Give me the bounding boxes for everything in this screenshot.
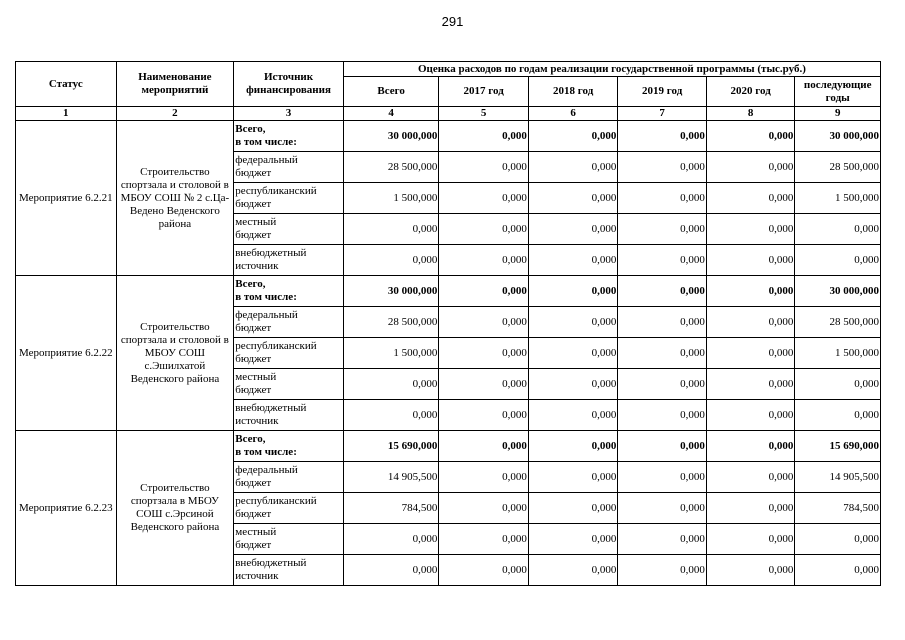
amount-cell: 0,000 xyxy=(706,152,795,183)
amount-cell: 0,000 xyxy=(439,214,529,245)
amount-cell: 0,000 xyxy=(528,276,618,307)
amount-cell: 30 000,000 xyxy=(795,276,881,307)
column-number: 4 xyxy=(343,107,439,121)
amount-cell: 0,000 xyxy=(439,183,529,214)
amount-cell: 0,000 xyxy=(795,400,881,431)
amount-cell: 0,000 xyxy=(528,307,618,338)
activity-status: Мероприятие 6.2.21 xyxy=(16,121,117,276)
header-year-2018: 2018 год xyxy=(528,77,618,107)
funding-source: местный бюджет xyxy=(234,214,344,245)
amount-cell: 0,000 xyxy=(795,524,881,555)
amount-cell: 30 000,000 xyxy=(343,121,439,152)
amount-cell: 0,000 xyxy=(618,214,707,245)
amount-cell: 0,000 xyxy=(439,369,529,400)
header-year-2020: 2020 год xyxy=(706,77,795,107)
activity-name: Строительство спортзала и столовой в МБОУ СОШ № 2 с.Ца-Ведено Веденского района xyxy=(116,121,234,276)
amount-cell: 0,000 xyxy=(618,369,707,400)
amount-cell: 0,000 xyxy=(706,245,795,276)
amount-cell: 15 690,000 xyxy=(795,431,881,462)
amount-cell: 0,000 xyxy=(618,245,707,276)
amount-cell: 0,000 xyxy=(528,462,618,493)
amount-cell: 0,000 xyxy=(618,524,707,555)
amount-cell: 0,000 xyxy=(795,245,881,276)
amount-cell: 0,000 xyxy=(618,276,707,307)
amount-cell: 0,000 xyxy=(706,338,795,369)
amount-cell: 1 500,000 xyxy=(795,338,881,369)
column-number: 8 xyxy=(706,107,795,121)
amount-cell: 0,000 xyxy=(439,400,529,431)
amount-cell: 0,000 xyxy=(528,214,618,245)
amount-cell: 0,000 xyxy=(706,431,795,462)
amount-cell: 0,000 xyxy=(618,493,707,524)
amount-cell: 0,000 xyxy=(528,338,618,369)
amount-cell: 0,000 xyxy=(795,369,881,400)
amount-cell: 0,000 xyxy=(618,183,707,214)
amount-cell: 0,000 xyxy=(706,524,795,555)
activity-name: Строительство спортзала в МБОУ СОШ с.Эрсиной Веденского района xyxy=(116,431,234,586)
amount-cell: 0,000 xyxy=(618,431,707,462)
amount-cell: 0,000 xyxy=(439,431,529,462)
column-number: 1 xyxy=(16,107,117,121)
amount-cell: 0,000 xyxy=(795,214,881,245)
amount-cell: 0,000 xyxy=(528,369,618,400)
amount-cell: 1 500,000 xyxy=(795,183,881,214)
amount-cell: 0,000 xyxy=(795,555,881,586)
amount-cell: 0,000 xyxy=(618,462,707,493)
header-year-2017: 2017 год xyxy=(439,77,529,107)
amount-cell: 0,000 xyxy=(528,493,618,524)
amount-cell: 0,000 xyxy=(706,462,795,493)
funding-source: внебюджетный источник xyxy=(234,245,344,276)
column-number: 7 xyxy=(618,107,707,121)
amount-cell: 0,000 xyxy=(439,121,529,152)
header-year-2019: 2019 год xyxy=(618,77,707,107)
column-number: 5 xyxy=(439,107,529,121)
header-estimate: Оценка расходов по годам реализации государственной программы (тыс.руб.) xyxy=(343,62,880,77)
amount-cell: 0,000 xyxy=(528,152,618,183)
funding-source: Всего, в том числе: xyxy=(234,431,344,462)
amount-cell: 1 500,000 xyxy=(343,338,439,369)
amount-cell: 0,000 xyxy=(439,307,529,338)
amount-cell: 0,000 xyxy=(706,214,795,245)
page-number: 291 xyxy=(441,14,464,29)
amount-cell: 30 000,000 xyxy=(343,276,439,307)
funding-source: внебюджетный источник xyxy=(234,400,344,431)
amount-cell: 0,000 xyxy=(528,245,618,276)
amount-cell: 0,000 xyxy=(439,338,529,369)
amount-cell: 0,000 xyxy=(706,276,795,307)
funding-source: республиканский бюджет xyxy=(234,338,344,369)
amount-cell: 14 905,500 xyxy=(795,462,881,493)
amount-cell: 0,000 xyxy=(343,400,439,431)
amount-cell: 0,000 xyxy=(618,400,707,431)
header-year-later: последующие годы xyxy=(795,77,881,107)
amount-cell: 0,000 xyxy=(528,183,618,214)
funding-source: республиканский бюджет xyxy=(234,493,344,524)
amount-cell: 0,000 xyxy=(528,400,618,431)
table-row xyxy=(16,431,881,462)
header-source: Источник финансирования xyxy=(234,62,344,107)
funding-source: местный бюджет xyxy=(234,524,344,555)
amount-cell: 28 500,000 xyxy=(795,152,881,183)
table-row xyxy=(16,121,881,152)
amount-cell: 0,000 xyxy=(706,493,795,524)
amount-cell: 0,000 xyxy=(439,276,529,307)
amount-cell: 0,000 xyxy=(618,338,707,369)
amount-cell: 0,000 xyxy=(343,245,439,276)
amount-cell: 0,000 xyxy=(439,524,529,555)
column-number: 2 xyxy=(116,107,234,121)
funding-source: внебюджетный источник xyxy=(234,555,344,586)
amount-cell: 0,000 xyxy=(528,121,618,152)
amount-cell: 784,500 xyxy=(343,493,439,524)
amount-cell: 0,000 xyxy=(618,307,707,338)
funding-source: Всего, в том числе: xyxy=(234,276,344,307)
amount-cell: 0,000 xyxy=(528,431,618,462)
amount-cell: 0,000 xyxy=(706,307,795,338)
amount-cell: 0,000 xyxy=(439,245,529,276)
funding-source: федеральный бюджет xyxy=(234,462,344,493)
funding-source: федеральный бюджет xyxy=(234,152,344,183)
funding-source: Всего, в том числе: xyxy=(234,121,344,152)
amount-cell: 30 000,000 xyxy=(795,121,881,152)
amount-cell: 1 500,000 xyxy=(343,183,439,214)
amount-cell: 28 500,000 xyxy=(343,152,439,183)
column-number-row xyxy=(16,107,881,121)
activity-status: Мероприятие 6.2.22 xyxy=(16,276,117,431)
amount-cell: 784,500 xyxy=(795,493,881,524)
funding-source: местный бюджет xyxy=(234,369,344,400)
amount-cell: 0,000 xyxy=(439,555,529,586)
amount-cell: 0,000 xyxy=(528,555,618,586)
amount-cell: 0,000 xyxy=(618,121,707,152)
activity-name: Строительство спортзала и столовой в МБОУ СОШ с.Эшилхатой Веденского района xyxy=(116,276,234,431)
amount-cell: 0,000 xyxy=(343,555,439,586)
activity-status: Мероприятие 6.2.23 xyxy=(16,431,117,586)
amount-cell: 0,000 xyxy=(706,121,795,152)
amount-cell: 0,000 xyxy=(706,183,795,214)
header-year-total: Всего xyxy=(343,77,439,107)
amount-cell: 0,000 xyxy=(343,369,439,400)
header-status: Статус xyxy=(16,62,117,107)
header-name: Наименование мероприятий xyxy=(116,62,234,107)
column-number: 3 xyxy=(234,107,344,121)
funding-source: федеральный бюджет xyxy=(234,307,344,338)
column-number: 9 xyxy=(795,107,881,121)
table-row xyxy=(16,276,881,307)
amount-cell: 0,000 xyxy=(439,462,529,493)
amount-cell: 28 500,000 xyxy=(795,307,881,338)
column-number: 6 xyxy=(528,107,618,121)
amount-cell: 0,000 xyxy=(439,493,529,524)
amount-cell: 0,000 xyxy=(706,555,795,586)
funding-source: республиканский бюджет xyxy=(234,183,344,214)
amount-cell: 0,000 xyxy=(343,524,439,555)
amount-cell: 15 690,000 xyxy=(343,431,439,462)
amount-cell: 0,000 xyxy=(528,524,618,555)
amount-cell: 14 905,500 xyxy=(343,462,439,493)
amount-cell: 0,000 xyxy=(343,214,439,245)
amount-cell: 0,000 xyxy=(618,152,707,183)
budget-table xyxy=(15,61,881,586)
amount-cell: 0,000 xyxy=(439,152,529,183)
amount-cell: 0,000 xyxy=(618,555,707,586)
amount-cell: 28 500,000 xyxy=(343,307,439,338)
amount-cell: 0,000 xyxy=(706,369,795,400)
amount-cell: 0,000 xyxy=(706,400,795,431)
